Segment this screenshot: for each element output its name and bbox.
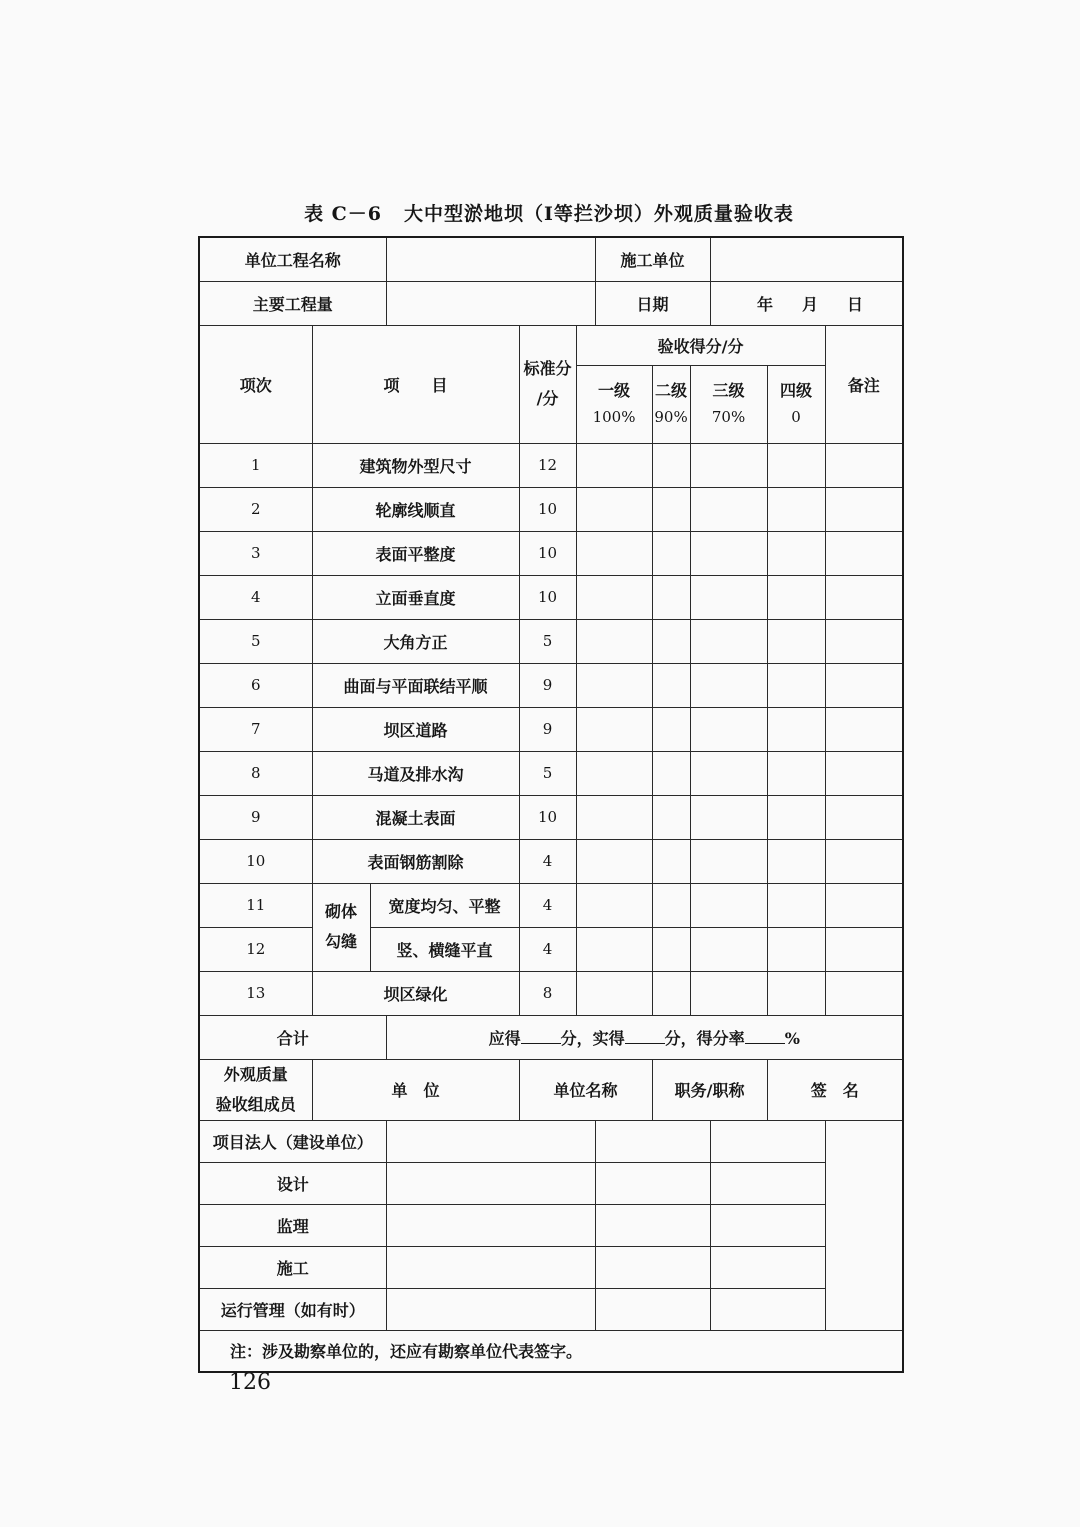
grade-1-cell[interactable]	[576, 443, 652, 487]
standard-score: 4	[519, 839, 576, 883]
remark-cell[interactable]	[825, 531, 903, 575]
actual-get-blank[interactable]	[625, 1029, 665, 1044]
main-quantity-value[interactable]	[386, 281, 595, 325]
remark-cell[interactable]	[825, 927, 903, 971]
date-value[interactable]	[710, 281, 903, 325]
page-number: 126	[229, 1370, 271, 1395]
item-no: 9	[199, 795, 312, 839]
grade-4-cell[interactable]	[767, 707, 825, 751]
table-row	[199, 971, 903, 1015]
grade-1-cell[interactable]	[576, 663, 652, 707]
member-unit-name-cell[interactable]	[386, 1120, 595, 1162]
grade-1-cell[interactable]	[576, 619, 652, 663]
grade-3-cell[interactable]	[690, 751, 767, 795]
remark-cell[interactable]	[825, 971, 903, 1015]
member-position-cell[interactable]	[595, 1204, 710, 1246]
grade-1-name: 一级	[598, 381, 631, 400]
grade-3-cell[interactable]	[690, 575, 767, 619]
standard-score: 12	[519, 443, 576, 487]
grade-1-cell[interactable]	[576, 487, 652, 531]
members-label-line2: 验收组成员	[215, 1094, 296, 1114]
grade-1-pct: 100%	[592, 408, 636, 426]
grade-2-name: 二级	[655, 381, 688, 400]
masonry-group-line2: 勾缝	[324, 932, 357, 951]
member-unit: 施工	[199, 1246, 386, 1288]
remark-cell[interactable]	[825, 663, 903, 707]
item-no: 2	[199, 487, 312, 531]
standard-score: 8	[519, 971, 576, 1015]
item-name: 轮廓线顺直	[312, 487, 519, 531]
members-label	[199, 1059, 312, 1120]
item-no: 12	[199, 927, 312, 971]
unit-project-value[interactable]	[386, 237, 595, 281]
members-col-unit: 单 位	[312, 1059, 519, 1120]
item-name: 大角方正	[312, 619, 519, 663]
item-no: 1	[199, 443, 312, 487]
table-title-text: 大中型淤地坝（Ⅰ等拦沙坝）外观质量验收表	[404, 203, 794, 225]
grade-3-cell[interactable]	[690, 663, 767, 707]
construction-unit-label: 施工单位	[595, 237, 710, 281]
table-row	[199, 795, 903, 839]
grade-3-name: 三级	[712, 381, 745, 400]
total-row	[199, 1015, 903, 1059]
remark-header: 备注	[825, 325, 903, 443]
total-rate-text: 分，得分率	[664, 1028, 745, 1048]
member-row	[199, 1204, 903, 1246]
main-quantity-label: 主要工程量	[199, 281, 386, 325]
member-row	[199, 1246, 903, 1288]
construction-unit-value[interactable]	[710, 237, 903, 281]
grade-1-header	[576, 365, 652, 443]
member-signature-cell[interactable]	[710, 1162, 825, 1204]
member-unit: 监理	[199, 1204, 386, 1246]
grade-3-pct: 70%	[711, 408, 746, 426]
grade-4-cell[interactable]	[767, 839, 825, 883]
item-name: 表面钢筋割除	[312, 839, 519, 883]
item-name: 混凝土表面	[312, 795, 519, 839]
total-should-get: 应得	[488, 1028, 521, 1048]
standard-score: 4	[519, 927, 576, 971]
acceptance-form-table	[198, 236, 904, 1373]
grade-1-cell[interactable]	[576, 575, 652, 619]
member-unit-name-cell[interactable]	[386, 1204, 595, 1246]
item-no: 8	[199, 751, 312, 795]
grade-1-cell[interactable]	[576, 531, 652, 575]
member-position-cell[interactable]	[595, 1246, 710, 1288]
member-row	[199, 1120, 903, 1162]
item-no: 3	[199, 531, 312, 575]
grade-1-cell[interactable]	[576, 927, 652, 971]
grade-4-cell[interactable]	[767, 751, 825, 795]
grade-4-cell[interactable]	[767, 663, 825, 707]
member-unit-name-cell[interactable]	[386, 1288, 595, 1330]
grade-2-cell[interactable]	[652, 487, 690, 531]
grade-3-cell[interactable]	[690, 839, 767, 883]
members-label-line1: 外观质量	[223, 1064, 288, 1084]
item-no: 7	[199, 707, 312, 751]
members-header-row	[199, 1059, 903, 1120]
remark-cell[interactable]	[825, 707, 903, 751]
remark-cell[interactable]	[825, 883, 903, 927]
standard-score: 9	[519, 663, 576, 707]
table-row	[199, 707, 903, 751]
standard-score: 10	[519, 531, 576, 575]
date-day: 日	[847, 294, 865, 314]
remark-cell[interactable]	[825, 839, 903, 883]
standard-score: 5	[519, 751, 576, 795]
table-row	[199, 751, 903, 795]
total-points-text: 分，实得	[560, 1028, 625, 1048]
grade-4-cell[interactable]	[767, 927, 825, 971]
item-no: 6	[199, 663, 312, 707]
member-rows	[199, 1120, 903, 1330]
member-position-cell[interactable]	[595, 1120, 710, 1162]
standard-score-header	[519, 325, 576, 443]
grade-3-cell[interactable]	[690, 707, 767, 751]
member-unit: 运行管理（如有时）	[199, 1288, 386, 1330]
member-signature-cell[interactable]	[710, 1288, 825, 1330]
remark-cell[interactable]	[825, 619, 903, 663]
grade-2-cell[interactable]	[652, 883, 690, 927]
standard-score: 10	[519, 575, 576, 619]
grade-4-cell[interactable]	[767, 575, 825, 619]
remark-cell[interactable]	[825, 443, 903, 487]
column-header-row-1	[199, 325, 903, 365]
table-row	[199, 575, 903, 619]
member-unit: 项目法人（建设单位）	[199, 1120, 386, 1162]
member-signature-cell[interactable]	[710, 1246, 825, 1288]
grade-4-cell[interactable]	[767, 531, 825, 575]
grade-3-cell[interactable]	[690, 487, 767, 531]
masonry-group-line1: 砌体	[324, 902, 357, 921]
item-no-header: 项次	[199, 325, 312, 443]
grade-2-cell[interactable]	[652, 531, 690, 575]
grade-4-header	[767, 365, 825, 443]
standard-score: 5	[519, 619, 576, 663]
rate-blank[interactable]	[745, 1029, 785, 1044]
grade-3-cell[interactable]	[690, 531, 767, 575]
table-row	[199, 487, 903, 531]
table-title-prefix: 表 C－6	[304, 203, 383, 225]
grade-4-cell[interactable]	[767, 443, 825, 487]
acceptance-score-header: 验收得分/分	[576, 325, 825, 365]
grade-4-cell[interactable]	[767, 795, 825, 839]
grade-4-pct: 0	[791, 408, 801, 426]
grade-2-cell[interactable]	[652, 575, 690, 619]
grade-1-cell[interactable]	[576, 707, 652, 751]
grade-2-cell[interactable]	[652, 619, 690, 663]
item-name: 表面平整度	[312, 531, 519, 575]
remark-cell[interactable]	[825, 751, 903, 795]
total-label: 合计	[199, 1015, 386, 1059]
remark-cell[interactable]	[825, 795, 903, 839]
table-row	[199, 619, 903, 663]
standard-score: 9	[519, 707, 576, 751]
member-unit-name-cell[interactable]	[386, 1162, 595, 1204]
note-row	[199, 1330, 903, 1372]
table-title	[0, 199, 1080, 226]
grade-3-header	[690, 365, 767, 443]
date-label: 日期	[595, 281, 710, 325]
remark-cell[interactable]	[825, 487, 903, 531]
grade-3-cell[interactable]	[690, 883, 767, 927]
grade-1-cell[interactable]	[576, 839, 652, 883]
member-unit: 设计	[199, 1162, 386, 1204]
header-row-2	[199, 281, 903, 325]
grade-2-cell[interactable]	[652, 443, 690, 487]
members-col-signature: 签 名	[767, 1059, 903, 1120]
item-name: 宽度均匀、平整	[370, 883, 519, 927]
grade-1-cell[interactable]	[576, 795, 652, 839]
grade-3-cell[interactable]	[690, 619, 767, 663]
grade-2-cell[interactable]	[652, 707, 690, 751]
date-month: 月	[802, 294, 820, 314]
grade-2-pct: 90%	[654, 408, 688, 426]
item-no: 4	[199, 575, 312, 619]
item-no: 5	[199, 619, 312, 663]
grade-1-cell[interactable]	[576, 751, 652, 795]
member-row	[199, 1162, 903, 1204]
standard-score: 4	[519, 883, 576, 927]
members-col-position: 职务/职称	[652, 1059, 767, 1120]
grade-2-cell[interactable]	[652, 839, 690, 883]
standard-score-line1: 标准分	[523, 359, 572, 378]
member-unit-name-cell[interactable]	[386, 1246, 595, 1288]
grade-4-cell[interactable]	[767, 883, 825, 927]
member-row	[199, 1288, 903, 1330]
should-get-blank[interactable]	[521, 1029, 561, 1044]
item-rows	[199, 443, 903, 883]
grade-3-cell[interactable]	[690, 971, 767, 1015]
table-row	[199, 839, 903, 883]
grade-2-cell[interactable]	[652, 663, 690, 707]
member-signature-cell[interactable]	[710, 1204, 825, 1246]
table-row	[199, 531, 903, 575]
standard-score: 10	[519, 795, 576, 839]
standard-score-line2: /分	[536, 389, 559, 408]
table-row	[199, 883, 903, 927]
item-name: 坝区绿化	[312, 971, 519, 1015]
unit-project-label: 单位工程名称	[199, 237, 386, 281]
item-name: 马道及排水沟	[312, 751, 519, 795]
grade-2-cell[interactable]	[652, 927, 690, 971]
note-text: 注：涉及勘察单位的，还应有勘察单位代表签字。	[199, 1330, 903, 1372]
item-name: 建筑物外型尺寸	[312, 443, 519, 487]
item-name: 竖、横缝平直	[370, 927, 519, 971]
member-position-cell[interactable]	[595, 1162, 710, 1204]
grade-4-cell[interactable]	[767, 971, 825, 1015]
item-no: 10	[199, 839, 312, 883]
grade-4-cell[interactable]	[767, 487, 825, 531]
grade-2-header	[652, 365, 690, 443]
grade-1-cell[interactable]	[576, 971, 652, 1015]
item-name: 曲面与平面联结平顺	[312, 663, 519, 707]
remark-cell[interactable]	[825, 575, 903, 619]
grade-3-cell[interactable]	[690, 795, 767, 839]
total-summary	[386, 1015, 903, 1059]
total-percent-sign: %	[784, 1028, 800, 1048]
item-header: 项 目	[312, 325, 519, 443]
grade-2-cell[interactable]	[652, 795, 690, 839]
grade-1-cell[interactable]	[576, 883, 652, 927]
member-signature-cell[interactable]	[710, 1120, 825, 1162]
standard-score: 10	[519, 487, 576, 531]
grade-4-cell[interactable]	[767, 619, 825, 663]
member-position-cell[interactable]	[595, 1288, 710, 1330]
grade-3-cell[interactable]	[690, 443, 767, 487]
item-no: 13	[199, 971, 312, 1015]
table-row	[199, 663, 903, 707]
grade-2-cell[interactable]	[652, 751, 690, 795]
table-row	[199, 443, 903, 487]
grade-3-cell[interactable]	[690, 927, 767, 971]
item-name: 坝区道路	[312, 707, 519, 751]
header-row-1	[199, 237, 903, 281]
members-col-unit-name: 单位名称	[519, 1059, 652, 1120]
item-name: 立面垂直度	[312, 575, 519, 619]
masonry-group-label	[312, 883, 370, 971]
item-no: 11	[199, 883, 312, 927]
date-year: 年	[756, 294, 774, 314]
table-row	[199, 927, 903, 971]
grade-4-name: 四级	[780, 381, 813, 400]
grade-2-cell[interactable]	[652, 971, 690, 1015]
